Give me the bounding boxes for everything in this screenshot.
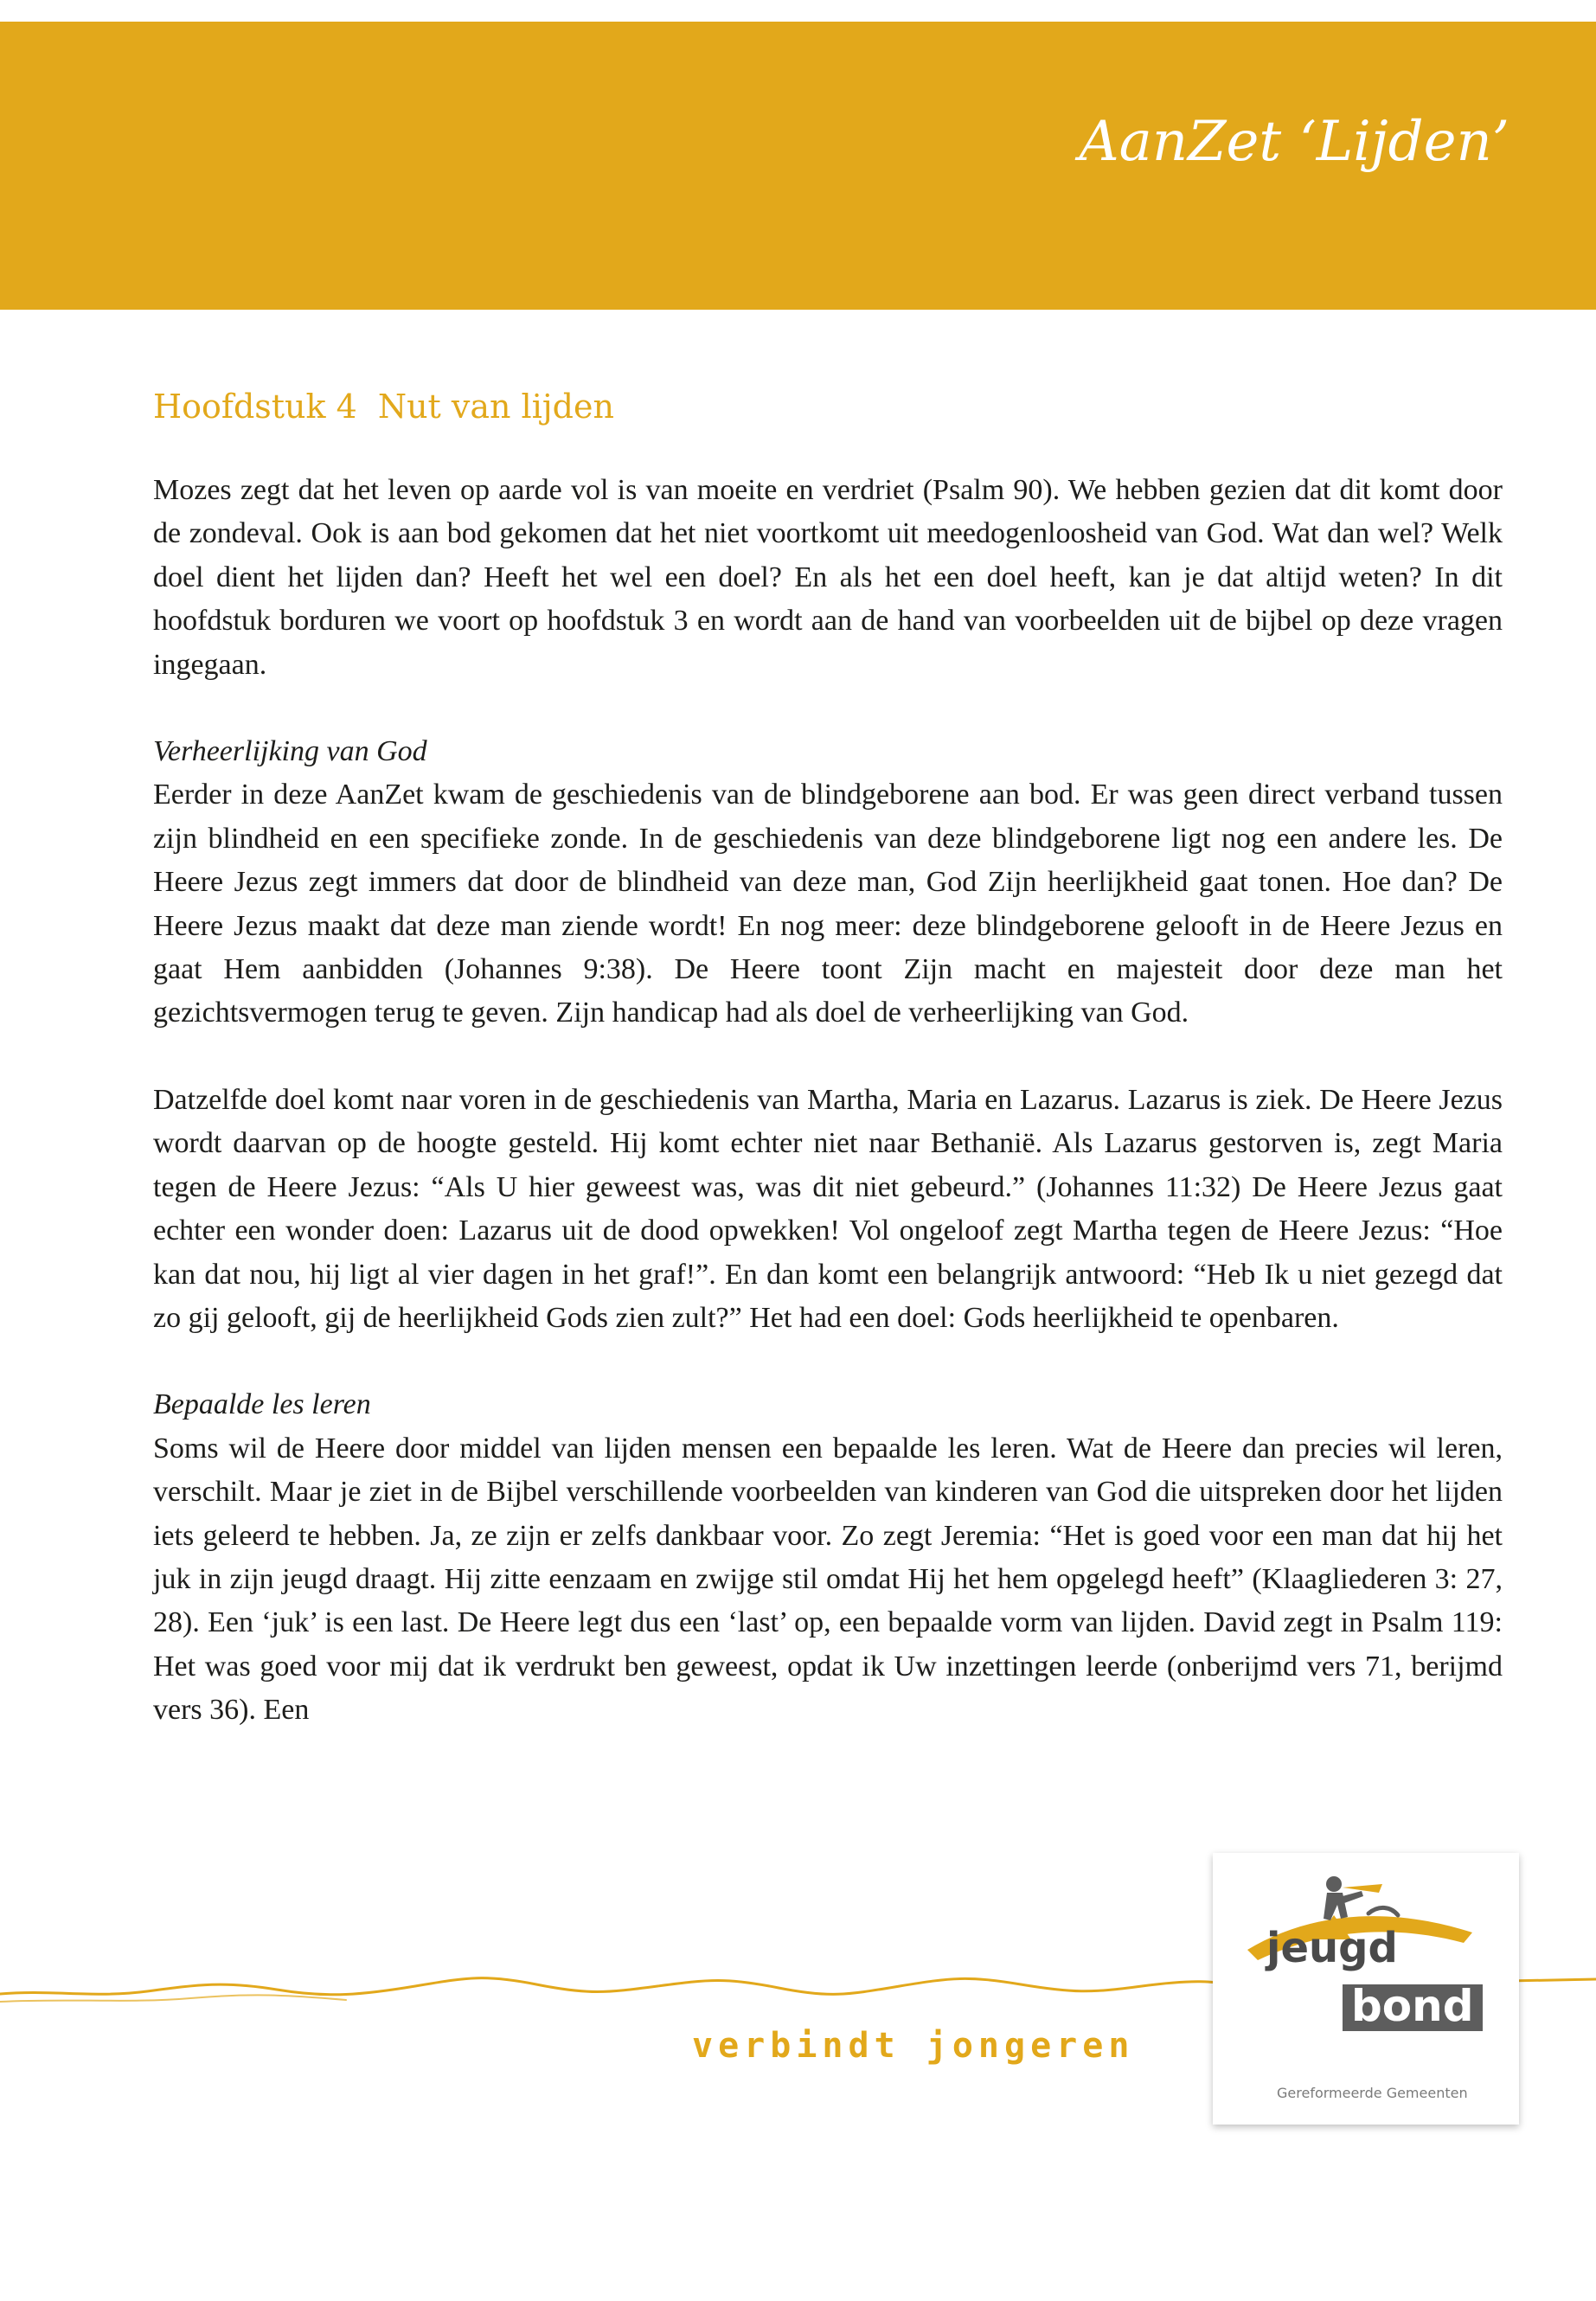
section1-paragraph-1: Eerder in deze AanZet kwam de geschiedenis van de blindgeborene aan bod. Er was geen direct verband tussen zijn blindheid en een specifieke zonde. In de geschiedenis van deze blindgeborene ligt nog een andere les. De Heere Jezus zegt immers dat door de blindheid van deze man, God Zijn heerlijkheid gaat tonen. Hoe dan? De Heere Jezus maakt dat deze man ziende wordt! En nog meer: deze blindgeborene gelooft in de Heere Jezus en gaat Hem aanbidden (Johannes 9:38). De Heere toont Zijn macht en majesteit door deze man het gezichtsvermogen terug te geven. Zijn handicap had als doel de verheerlijking van God. [153,779,1503,1029]
chapter-title [153,381,1503,433]
header-band [0,22,1596,310]
chapter-number: Hoofdstuk 4 [153,388,357,426]
section2-paragraph-1: Soms wil de Heere door middel van lijden mensen een bepaalde les leren. Wat de Heere dan precies wil leren, verschilt. Maar je ziet in de Bijbel verschillende voorbeelden van kinderen van God die uitspreken door het lijden iets geleerd te hebben. Ja, ze zijn er zelfs dankbaar voor. Zo zegt Jeremia: “Het is goed voor een man dat hij het juk in zijn jeugd draagt. Hij zitte eenzaam en zwijge stil omdat Hij het hem opgelegd heeft” (Klaagliederen 3: 27, 28). Een ‘juk’ is een last. De Heere legt dus een ‘last’ op, een bepaalde vorm van lijden. David zegt in Psalm 119: Het was goed voor mij dat ik verdrukt ben geweest, opdat ik Uw inzettingen leerde (onberijmd vers 71, berijmd vers 36). Een [153,1432,1503,1727]
logo-subtitle: Gereformeerde Gemeenten [1277,2085,1468,2101]
section1-paragraph-2: Datzelfde doel komt naar voren in de geschiedenis van Martha, Maria en Lazarus. Lazarus is ziek. De Heere Jezus wordt daarvan op de hoogte gesteld. Hij komt echter niet naar Bethanië. Als Lazarus gestorven is, zegt Maria tegen de Heere Jezus: “Als U hier geweest was, was dit niet gebeurd.” (Johannes 11:32) De Heere Jezus gaat echter een wonder doen: Lazarus uit de dood opwekken! Vol ongeloof zegt Martha tegen de Heere Jezus: “Hoe kan dat nou, hij ligt al vier dagen in het graf!”. En dan komt een belangrijk antwoord: “Heb Ik u niet gezegd dat zo gij gelooft, gij de heerlijkheid Gods zien zult?” Het had een doel: Gods heerlijkheid te openbaren. [153,1083,1503,1334]
jeugdbond-logo [1213,1853,1519,2125]
section-heading-verheerlijking: Verheerlijking van God [153,735,427,768]
chapter-name: Nut van lijden [377,388,614,426]
page-content [153,381,1503,1733]
logo-word-jeugd: jeugd [1266,1924,1398,1972]
section-heading-les-leren: Bepaalde les leren [153,1388,371,1421]
tagline: verbindt jongeren [692,2026,1135,2066]
intro-paragraph: Mozes zegt dat het leven op aarde vol is van moeite en verdriet (Psalm 90). We hebben gezien dat dit komt door de zondeval. Ook is aan bod gekomen dat het niet voortkomt uit meedogenloosheid van God. Wat dan wel? Welk doel dient het lijden dan? Heeft het wel een doel? En als het een doel heeft, kan je dat altijd weten? In dit hoofdstuk borduren we voort op hoofdstuk 3 en wordt aan de hand van voorbeelden uit de bijbel op deze vragen ingegaan. [153,474,1503,681]
logo-word-bond: bond [1343,1984,1483,2031]
document-title: AanZet ‘Lijden’ [1079,110,1509,174]
climber-icon [1324,1876,1363,1920]
